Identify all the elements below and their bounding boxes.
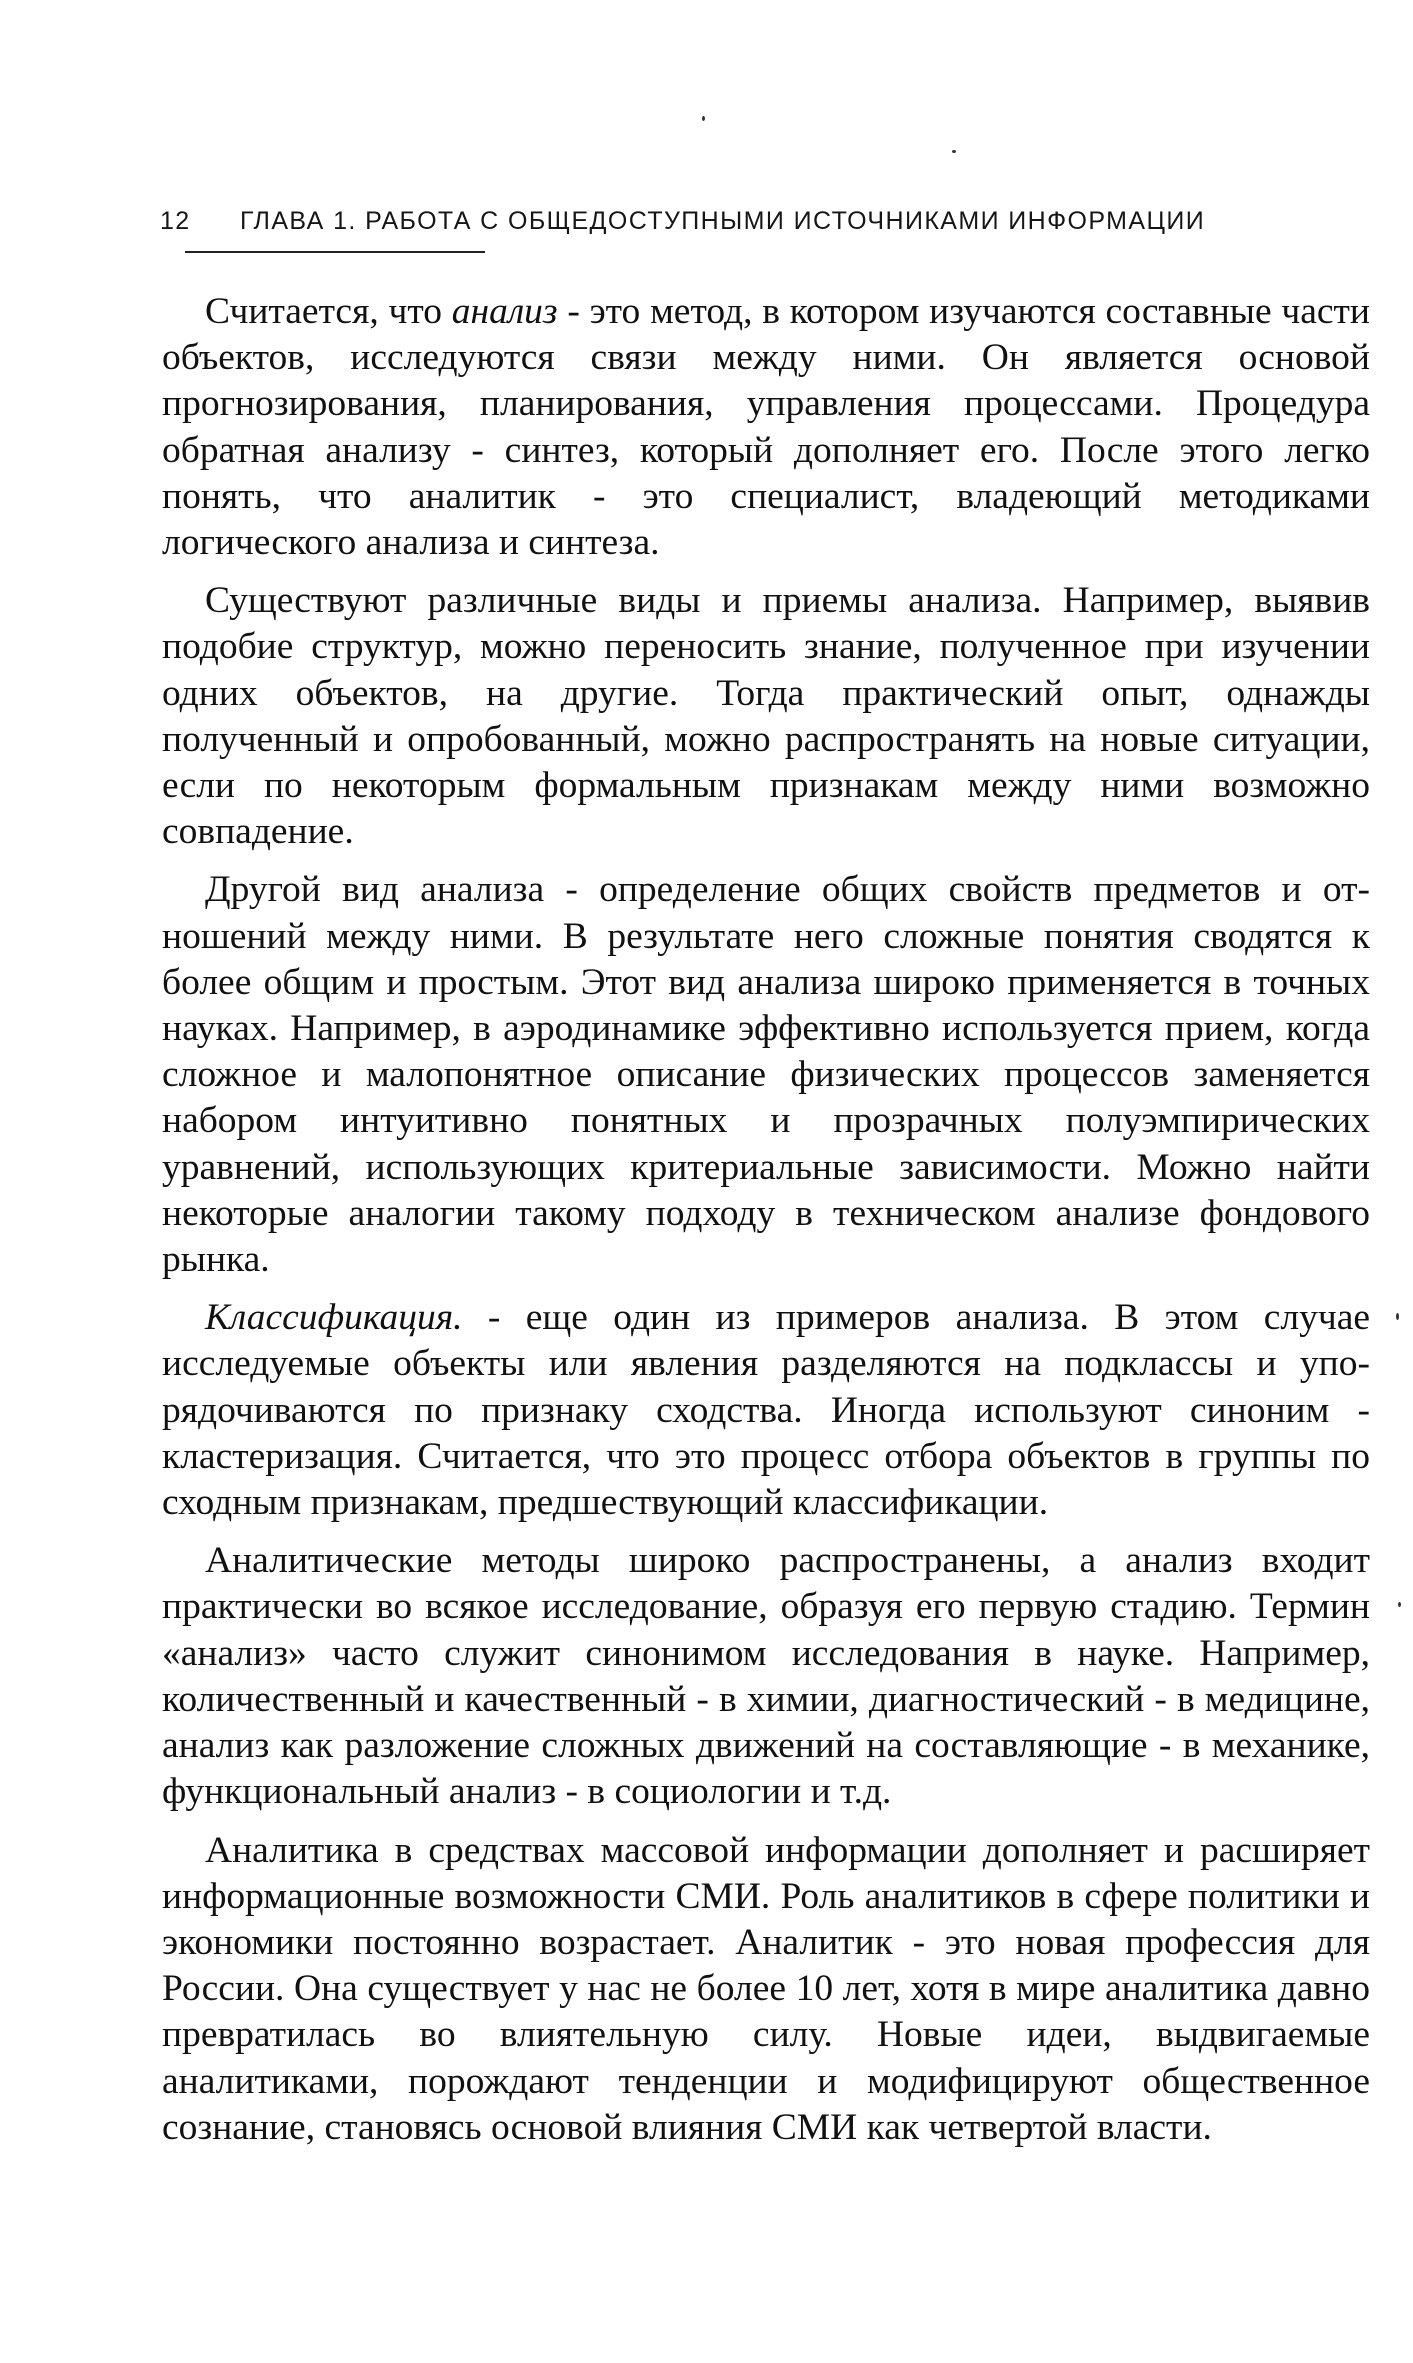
paragraph-text: Другой вид анализа - определение общих свойств предметов и отношений между ними. В результате него сложные понятия сводятся к более общим и простым. Этот вид анализа широко применяется в точных науках. Например, в аэродинамике эффективно используется прием, когда сложное и малопонятное описание физических процессов заменяется набором интуитивно понятных и прозрачных полуэмпирических уравнений, использующих критериальные зависимости. Можно найти некоторые аналогии такому подходу в техническом анализе фондового рынка. bbox=[162, 869, 1370, 1281]
paragraph-text: Считается, что bbox=[205, 291, 452, 332]
paragraph-text: - еще один из примеров анализа. В этом случае исследуемые объекты или явления разделяются на подклассы и упорядочиваются по признаку сходства. Иногда используют синоним - кластеризация. Считается, что это процесс отбора объектов в группы по сходным признакам, предшествующий классификации. bbox=[162, 1297, 1370, 1524]
paragraph-general-properties bbox=[162, 867, 1370, 1283]
scan-speck bbox=[1396, 1313, 1399, 1320]
paragraph-analytical-methods bbox=[162, 1538, 1370, 1815]
paragraph-classification bbox=[162, 1295, 1370, 1526]
chapter-title: ГЛАВА 1. РАБОТА С ОБЩЕДОСТУПНЫМИ ИСТОЧНИКАМИ ИНФОРМАЦИИ bbox=[240, 207, 1206, 235]
header-rule bbox=[185, 251, 485, 253]
running-header bbox=[160, 207, 1230, 236]
paragraph-text: - это метод, в котором изучаются составные части объектов, исследуются связи между ними. Он является основой прогнозирования, планирования, управления процессами. Процедура обратная анализу - синтез, который дополняет его. После этого легко понять, что аналитик - это специалист, владеющий методиками логического анализа и синтеза. bbox=[162, 291, 1370, 564]
paragraph-media-analytics bbox=[162, 1828, 1370, 2151]
scan-speck bbox=[702, 116, 705, 121]
body-text bbox=[162, 289, 1370, 2163]
paragraph-text: Существуют различные виды и приемы анализа. Например, выявив подобие структур, можно переносить знание, полученное при изучении одних объектов, на другие. Тогда практический опыт, однажды полученный и опробованный, можно распространять на новые ситуации, если по некоторым формальным признакам между ними возможно совпадение. bbox=[162, 580, 1370, 853]
emphasis-term: Классификация. bbox=[205, 1297, 463, 1339]
page-number: 12 bbox=[160, 207, 191, 235]
paragraph-analysis-types bbox=[162, 578, 1370, 855]
scan-speck bbox=[1398, 1602, 1401, 1607]
paragraph-text: Аналитика в средствах массовой информации дополняет и расширяет информационные возможности СМИ. Роль аналитиков в сфере политики и экономики постоянно возрастает. Аналитик - это новая профессия для России. Она существует у нас не более 10 лет, хотя в мире аналитика давно превратилась во влиятельную силу. Новые идеи, выдвигаемые аналитиками, порождают тенденции и модифицируют общественное сознание, становясь основой влияния СМИ как четвертой власти. bbox=[162, 1829, 1370, 2148]
scan-speck bbox=[952, 150, 956, 153]
paragraph-text: Аналитические методы широко распространены, а анализ входит практически во всякое исследование, образуя его первую стадию. Термин «анализ» часто служит синонимом исследования в науке. Например, количественный и качественный - в химии, диагностический - в медицине, анализ как разложение сложных движений на составляющие - в механике, функциональный анализ - в социологии и т.д. bbox=[162, 1540, 1370, 1813]
emphasis-term: анализ bbox=[451, 291, 558, 332]
paragraph-analysis-definition bbox=[162, 289, 1370, 566]
